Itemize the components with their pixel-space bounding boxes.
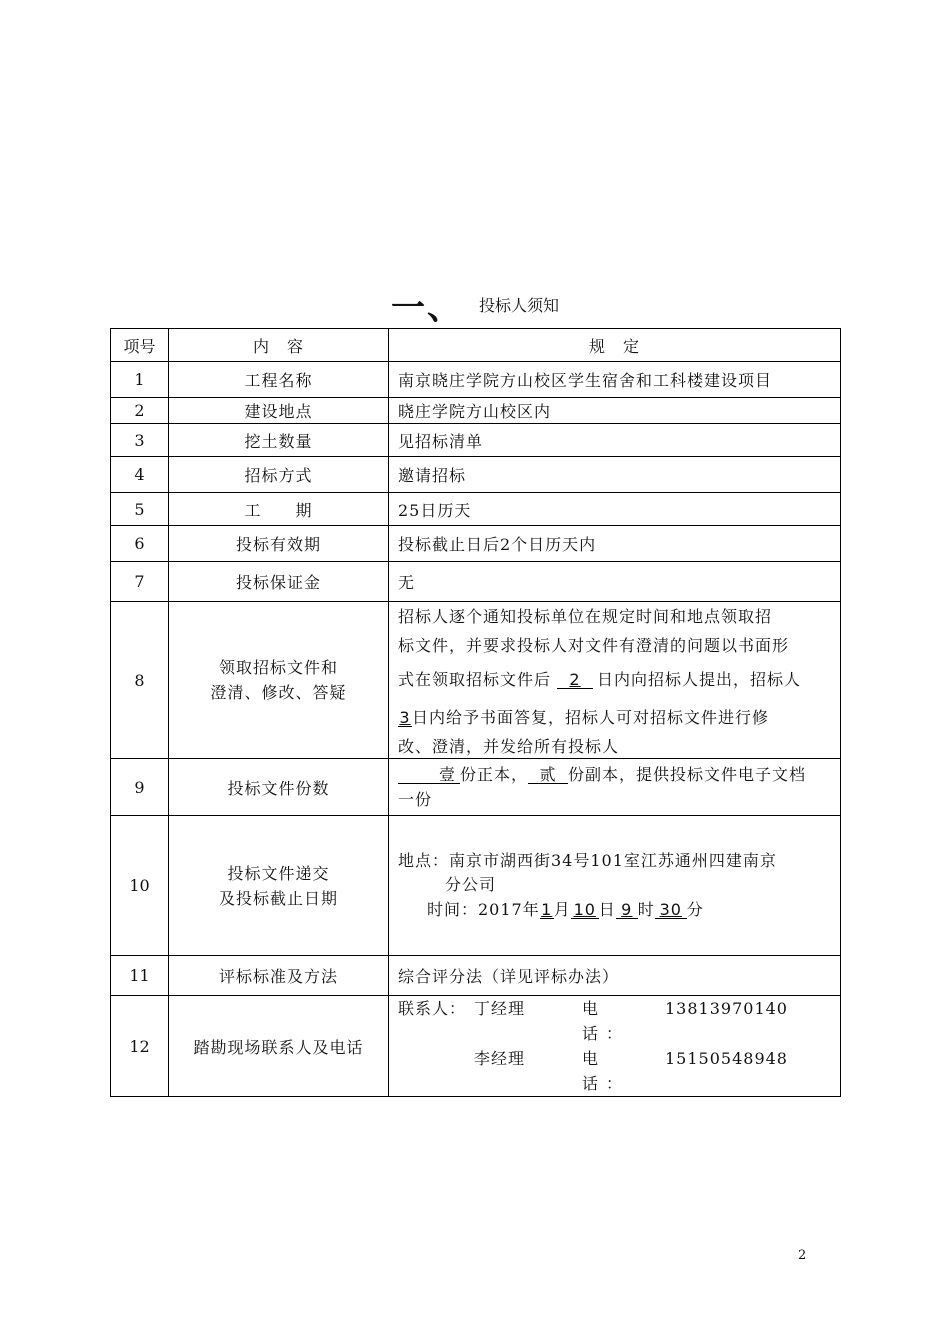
row-value: 综合评分法（详见评标办法） — [389, 956, 841, 996]
contact-entry — [398, 996, 840, 1046]
original-count: 壹 — [398, 766, 460, 784]
value-line: 改、澄清，并发给所有投标人 — [398, 737, 620, 756]
row-value: 邀请招标 — [389, 457, 841, 493]
table-row — [111, 602, 841, 759]
row-item: 投标文件份数 — [169, 759, 389, 816]
value-text: 月 — [553, 899, 571, 919]
table-header-row — [111, 329, 841, 362]
row-item: 投标保证金 — [169, 562, 389, 602]
days-to-submit: 2 — [557, 671, 593, 689]
row-item — [169, 602, 389, 759]
row-value — [389, 759, 841, 816]
value-line: 标文件，并要求投标人对文件有澄清的问题以书面形 — [398, 636, 790, 655]
page-number: 2 — [798, 1248, 807, 1263]
table-row — [111, 816, 841, 956]
row-value: 晓庄学院方山校区内 — [389, 398, 841, 424]
value-text: 式在领取招标文件后 — [398, 670, 552, 689]
row-value: 投标截止日后2个日历天内 — [389, 526, 841, 562]
value-text: 日内向招标人提出，招标人 — [597, 670, 802, 689]
row-number: 8 — [111, 602, 169, 759]
phone-label: 电 话： — [582, 1049, 631, 1093]
row-item: 投标有效期 — [169, 526, 389, 562]
table-row — [111, 562, 841, 602]
deadline-month: 1 — [541, 899, 553, 919]
header-item-no: 项号 — [111, 329, 169, 362]
table-row — [111, 457, 841, 493]
row-value: 南京晓庄学院方山校区学生宿舍和工科楼建设项目 — [389, 362, 841, 398]
value-text: 时间：2017年 — [427, 899, 540, 919]
row-number: 2 — [111, 398, 169, 424]
row-item: 挖土数量 — [169, 424, 389, 457]
row-item: 工程名称 — [169, 362, 389, 398]
table-row — [111, 398, 841, 424]
row-item-line: 投标文件递交 — [227, 863, 330, 883]
deadline-hour: 9 — [616, 901, 638, 919]
row-value: 无 — [389, 562, 841, 602]
row-item — [169, 816, 389, 956]
value-line — [398, 762, 840, 787]
row-number: 1 — [111, 362, 169, 398]
deadline-minute: 30 — [655, 901, 687, 919]
table-row — [111, 424, 841, 457]
copy-count: 贰 — [528, 766, 568, 784]
table-row — [111, 956, 841, 996]
value-line: 地点：南京市湖西街34号101室江苏通州四建南京 — [398, 850, 777, 870]
header-content: 内 容 — [169, 329, 389, 362]
row-value — [389, 602, 841, 759]
row-value: 见招标清单 — [389, 424, 841, 457]
value-line: 一份 — [398, 790, 433, 809]
value-text: 份正本， — [460, 765, 529, 784]
row-number: 11 — [111, 956, 169, 996]
row-number: 9 — [111, 759, 169, 816]
contact-label: 联系人： — [398, 999, 467, 1018]
row-number: 3 — [111, 424, 169, 457]
row-number: 6 — [111, 526, 169, 562]
contact-phone: 13813970140 — [665, 999, 788, 1018]
value-text: 分 — [686, 899, 704, 919]
row-value: 25日历天 — [389, 493, 841, 526]
header-provision: 规 定 — [389, 329, 841, 362]
value-text: 日内给予书面答复，招标人可对招标文件进行修 — [412, 708, 770, 727]
value-text: 份副本，提供投标文件电子文档 — [568, 765, 807, 784]
deadline-day: 10 — [571, 901, 599, 919]
row-item: 建设地点 — [169, 398, 389, 424]
row-item: 踏勘现场联系人及电话 — [169, 996, 389, 1097]
row-number: 5 — [111, 493, 169, 526]
row-item-line: 及投标截止日期 — [218, 888, 338, 908]
value-line: 分公司 — [445, 874, 497, 894]
row-value — [389, 996, 841, 1097]
section-heading — [0, 280, 950, 329]
table-row — [111, 759, 841, 816]
row-item: 评标标准及方法 — [169, 956, 389, 996]
value-line — [398, 897, 840, 923]
row-item-line: 领取招标文件和 — [218, 658, 338, 677]
contact-entry — [398, 1046, 840, 1096]
table-row — [111, 493, 841, 526]
row-number: 7 — [111, 562, 169, 602]
row-number: 12 — [111, 996, 169, 1097]
row-item: 工 期 — [169, 493, 389, 526]
row-item-line: 澄清、修改、答疑 — [210, 683, 347, 702]
row-item: 招标方式 — [169, 457, 389, 493]
bidder-instructions-table — [110, 328, 841, 1097]
table-row — [111, 526, 841, 562]
contact-name: 丁经理 — [474, 999, 526, 1018]
value-text: 日 — [598, 899, 616, 919]
row-number: 10 — [111, 816, 169, 956]
value-line: 招标人逐个通知投标单位在规定时间和地点领取招 — [398, 607, 773, 626]
value-line — [398, 660, 834, 700]
contact-name: 李经理 — [474, 1049, 526, 1068]
section-title: 投标人须知 — [478, 296, 559, 315]
days-to-reply: 3 — [399, 708, 411, 727]
contact-phone: 15150548948 — [665, 1049, 788, 1068]
row-number: 4 — [111, 457, 169, 493]
row-value — [389, 816, 841, 956]
table-row — [111, 362, 841, 398]
value-text: 时 — [637, 899, 655, 919]
value-line — [398, 700, 834, 736]
table-row — [111, 996, 841, 1097]
phone-label: 电 话： — [582, 999, 631, 1043]
section-number: 一、 — [390, 288, 463, 328]
